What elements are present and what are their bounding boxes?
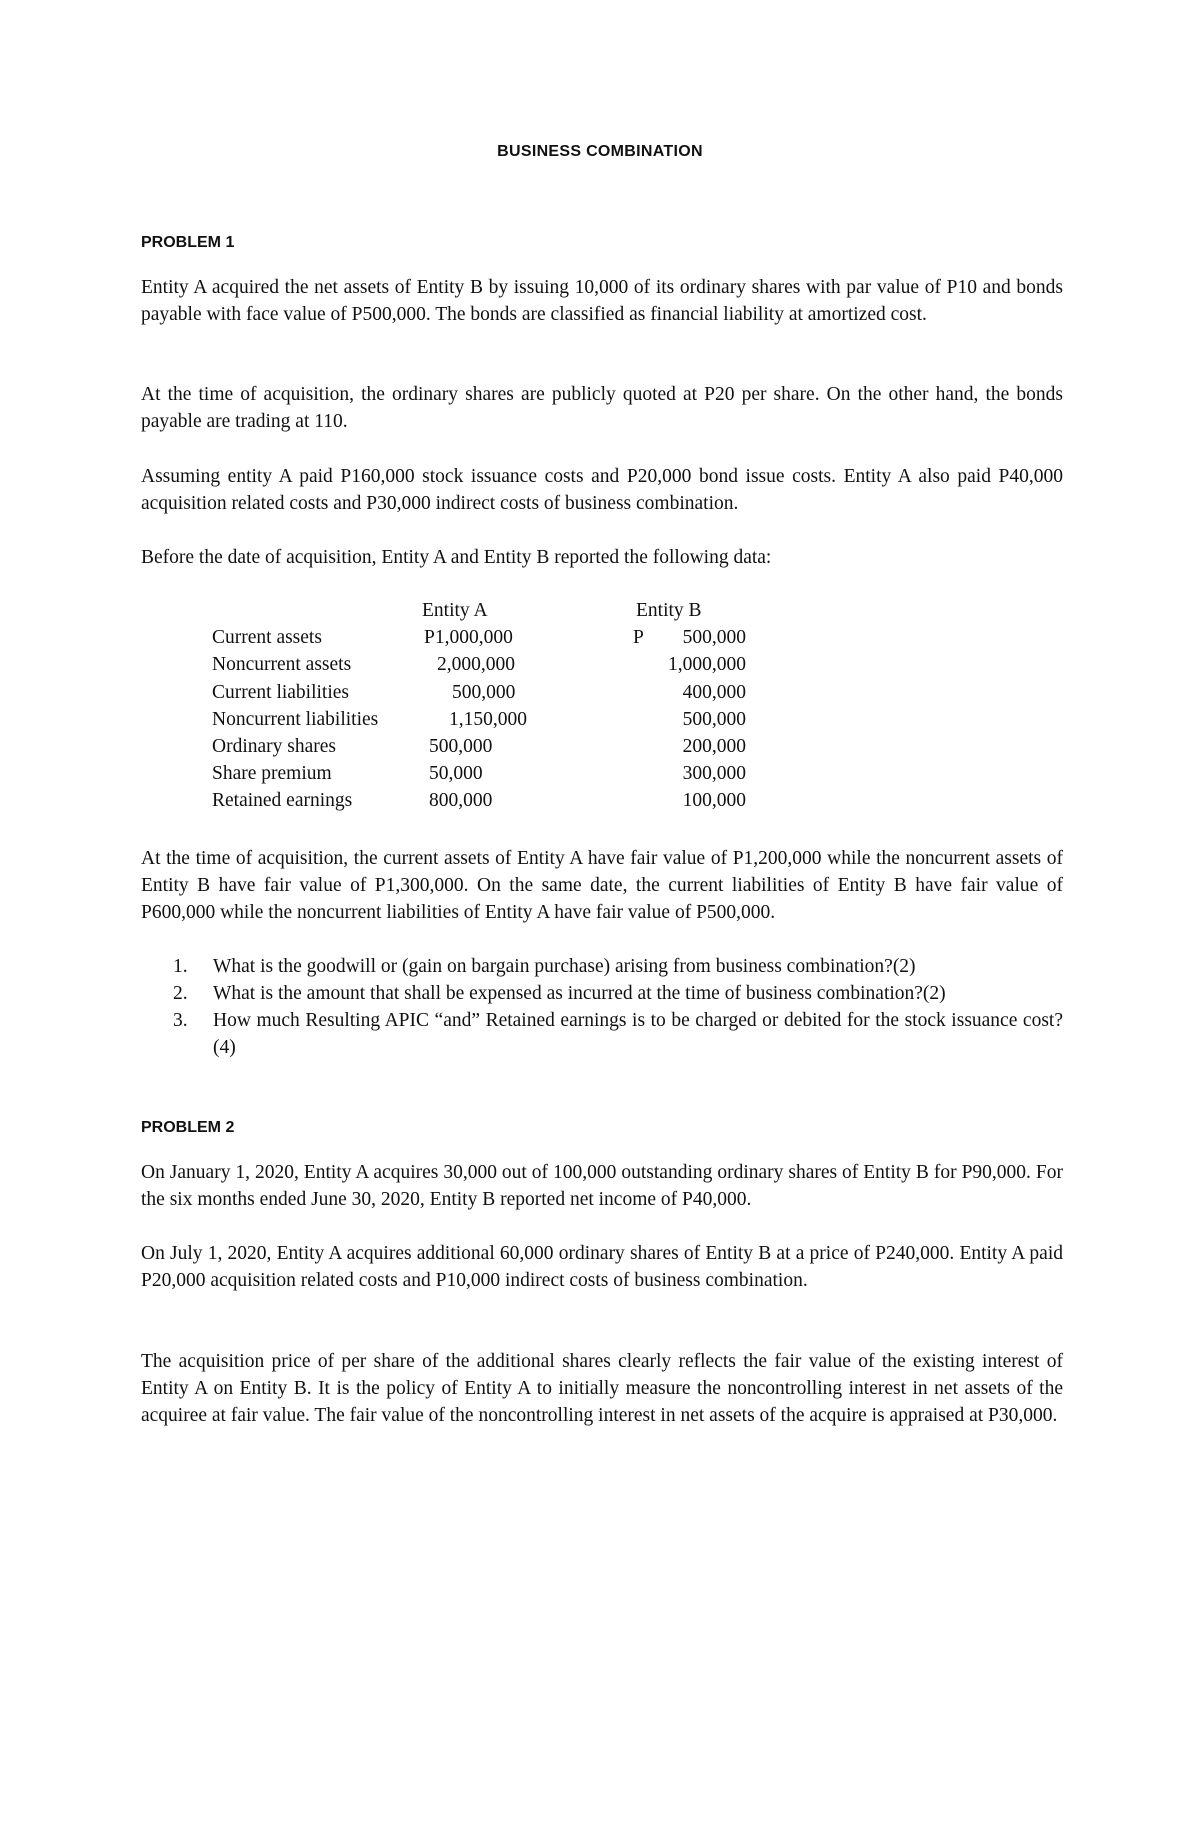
problem-2-heading: PROBLEM 2	[141, 1119, 235, 1136]
problem-1-paragraph-2: At the time of acquisition, the ordinary shares are publicly quoted at P20 per share. On the other hand, the bonds payable are trading at 110.	[141, 384, 1063, 432]
column-header-entity-b: Entity B	[636, 600, 702, 621]
problem-2-paragraph-2: On July 1, 2020, Entity A acquires additional 60,000 ordinary shares of Entity B at a price of P240,000. Entity A paid P20,000 acquisition related costs and P10,000 indirect costs of business combination.	[141, 1243, 1063, 1291]
problem-2-paragraph-3: The acquisition price of per share of the additional shares clearly reflects the fair value of the existing interest of Entity A on Entity B. It is the policy of Entity A to initially measure the noncontrolling interest in net assets of the acquiree at fair value. The fair value of the noncontrolling interest in net assets of the acquire is appraised at P30,000.	[141, 1351, 1063, 1426]
entity-b-currency: P	[633, 627, 644, 649]
problem-1-paragraph-3: Assuming entity A paid P160,000 stock issuance costs and P20,000 bond issue costs. Entity A also paid P40,000 acquisition related costs and P30,000 indirect costs of business combination.	[141, 466, 1063, 514]
question-number: 1.	[173, 956, 188, 977]
entity-b-value: 500,000	[682, 708, 746, 730]
entity-b-value: 100,000	[682, 790, 746, 812]
row-label: Ordinary shares	[212, 735, 336, 757]
row-label: Current liabilities	[212, 681, 350, 703]
problem-1-paragraph-5: At the time of acquisition, the current assets of Entity A have fair value of P1,200,000 while the noncurrent assets of Entity B have fair value of P1,300,000. On the same date, the current liabilities of Entity B have fair value of P600,000 while the noncurrent liabilities of Entity A have fair value of P500,000.	[141, 848, 1063, 923]
entity-a-value: 1,150,000	[449, 708, 527, 730]
column-header-entity-a: Entity A	[422, 600, 488, 621]
row-label: Noncurrent assets	[212, 654, 352, 676]
row-label: Current assets	[212, 627, 322, 649]
question-item	[141, 953, 1063, 980]
entity-b-value: 300,000	[682, 763, 746, 785]
row-label: Noncurrent liabilities	[212, 708, 379, 730]
question-text: What is the goodwill or (gain on bargain purchase) arising from business combination?(2)	[213, 956, 916, 977]
question-number: 3.	[173, 1010, 188, 1031]
question-text: What is the amount that shall be expensed as incurred at the time of business combination?(2)	[213, 983, 946, 1004]
question-number: 2.	[173, 983, 188, 1004]
document-title: BUSINESS COMBINATION	[497, 143, 703, 160]
entity-b-value: 200,000	[682, 735, 746, 757]
row-label: Share premium	[212, 763, 332, 785]
question-text: How much Resulting APIC “and” Retained earnings is to be charged or debited for the stock issuance cost?(4)	[213, 1010, 1063, 1058]
question-item	[141, 980, 1063, 1007]
problem-1-paragraph-1: Entity A acquired the net assets of Entity B by issuing 10,000 of its ordinary shares with par value of P10 and bonds payable with face value of P500,000. The bonds are classified as financial liability at amortized cost.	[141, 277, 1063, 325]
entity-b-value: 1,000,000	[668, 654, 746, 676]
problem-1-heading: PROBLEM 1	[141, 234, 235, 251]
entity-a-value: P1,000,000	[424, 627, 513, 649]
entity-a-value: 500,000	[452, 681, 516, 703]
row-label: Retained earnings	[212, 790, 353, 812]
entity-a-value: 2,000,000	[437, 654, 515, 676]
question-item	[141, 1007, 1063, 1061]
problem-2-paragraph-1: On January 1, 2020, Entity A acquires 30,000 out of 100,000 outstanding ordinary shares of Entity B for P90,000. For the six months ended June 30, 2020, Entity B reported net income of P40,000.	[141, 1162, 1063, 1210]
entity-b-value: 500,000	[682, 627, 746, 649]
entity-a-value: 800,000	[429, 790, 493, 812]
problem-1-questions	[141, 953, 1063, 1061]
entity-a-value: 500,000	[429, 735, 493, 757]
entity-b-value: 400,000	[682, 681, 746, 703]
entity-a-value: 50,000	[429, 763, 483, 785]
problem-1-paragraph-4: Before the date of acquisition, Entity A and Entity B reported the following data:	[141, 547, 772, 568]
